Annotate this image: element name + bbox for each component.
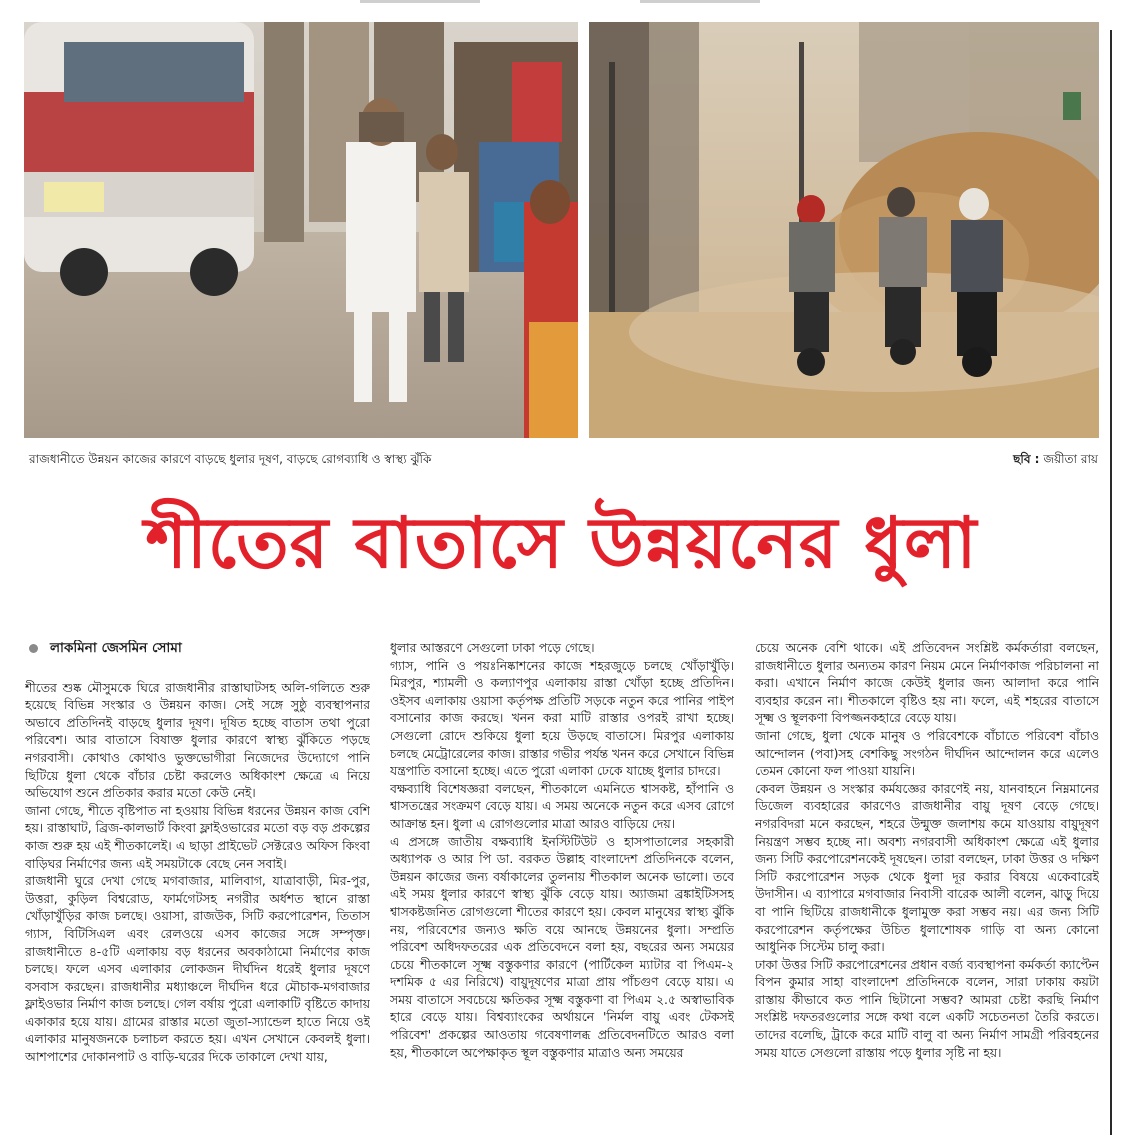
article-column-2 [390,640,734,1132]
paragraph: এ প্রসঙ্গে জাতীয় বক্ষব্যাধি ইনস্টিটিউট ও হাসপাতালের সহকারী অধ্যাপক ও আর পি ডা. বরকত উল্লাহ বাংলাদেশ প্রতিদিনকে বলেন, উন্নয়ন কাজের জন্য বর্ষাকালের তুলনায় শীতকাল অনেক ভালো। তবে এই সময় ধুলার কারণে স্বাস্থ্য ঝুঁকি বেড়ে যায়। অ্যাজমা ব্রঙ্কাইটিসসহ শ্বাসকষ্টজনিত রোগগুলো শীতের কারণে হয়। কেবল মানুষের স্বাস্থ্য ঝুঁকি নয়, পরিবেশের জন্যও ক্ষতি বয়ে আনছে উন্নয়নের ধুলা। সম্প্রতি পরিবেশ অধিদফতরের এক প্রতিবেদনে বলা হয়, বছরের অন্য সময়ের চেয়ে শীতকালে সূক্ষ্ম বস্তুকণার কারণে (পার্টিকেল ম্যাটার বা পিএম-২ দশমিক ৫ এর নিরিখে) বায়ুদূষণের মাত্রা প্রায় পাঁচগুণ বেড়ে যায়। এ সময় বাতাসে সবচেয়ে ক্ষতিকর সূক্ষ্ম বস্তুকণা বা পিএম ২.৫ অস্বাভাবিক হারে বেড়ে যায়। বিশ্বব্যাংকের অর্থায়নে 'নির্মল বায়ু এবং টেকসই পরিবেশ' প্রকল্পের আওতায় গবেষণালব্ধ প্রতিবেদনটিতে আরও বলা হয়, শীতকালে অপেক্ষাকৃত স্থূল বস্তুকণার মাত্রাও অন্য সময়ের [390,834,734,1060]
photo-street-pedestrians [24,22,578,438]
paragraph: জানা গেছে, ধুলা থেকে মানুষ ও পরিবেশকে বাঁচাতে পরিবেশ বাঁচাও আন্দোলন (পবা)সহ বেশকিছু সংগঠন দীর্ঘদিন আন্দোলন করে এলেও তেমন কোনো ফল পাওয়া যায়নি। [755,728,1099,779]
article-column-3 [755,640,1099,1132]
photo-credit [1013,451,1098,471]
photo-caption: রাজধানীতে উন্নয়ন কাজের কারণে বাড়ছে ধুলার দূষণ, বাড়ছে রোগব্যাধি ও স্বাস্থ্য ঝুঁকি [29,452,432,466]
article-headline: শীতের বাতাসে উন্নয়নের ধুলা [145,502,978,584]
paragraph: বক্ষব্যাধি বিশেষজ্ঞরা বলছেন, শীতকালে এমনিতে শ্বাসকষ্ট, হাঁপানি ও শ্বাসতন্ত্রের সংক্রমণ বেড়ে যায়। এ সময় অনেকে নতুন করে এসব রোগে আক্রান্ত হন। ধুলা এ রোগগুলোর মাত্রা আরও বাড়িয়ে দেয়। [390,781,734,831]
column-rule [1110,30,1112,1135]
photo-dusty-road-motorcycles [589,22,1099,438]
paragraph: জানা গেছে, শীতে বৃষ্টিপাত না হওয়ায় বিভিন্ন ধরনের উন্নয়ন কাজ বেশি হয়। রাস্তাঘাট, ব্রিজ-কালভার্ট কিংবা ফ্লাইওভারের মতো বড় বড় প্রকল্পের কাজ শুরু হয় এই শীতকালেই। এ ছাড়া প্রাইভেট সেক্টরেও অফিস কিংবা বাড়িঘর নির্মাণের জন্য এই সময়টাকে বেছে নেন সবাই। [25,803,370,871]
article-column-1 [25,640,370,1132]
photo-dusty-road-motorcycles-illustration [589,22,1099,438]
photo-credit-name: জয়ীতা রায় [1043,452,1098,466]
paragraph: গ্যাস, পানি ও পয়ঃনিষ্কাশনের কাজে শহরজুড়ে চলছে খোঁড়াখুঁড়ি। মিরপুর, শ্যামলী ও কল্যাণপুর এলাকায় রাস্তা খোঁড়া হচ্ছে প্রতিদিন। ওইসব এলাকায় ওয়াসা কর্তৃপক্ষ প্রতিটি সড়কে নতুন করে পানির পাইপ বসানোর কাজ করছে। খনন করা মাটি রাস্তার ওপরই রাখা হচ্ছে। সেগুলো রোদে শুকিয়ে ধুলা হয়ে উড়ছে বাতাসে। মিরপুর এলাকায় চলছে মেট্রোরেলের কাজ। রাস্তার গভীর পর্যন্ত খনন করে সেখানে বিভিন্ন যন্ত্রপাতি বসানো হচ্ছে। এতে পুরো এলাকা ঢেকে যাচ্ছে ধুলার চাদরে। [390,658,734,779]
paragraph: চেয়ে অনেক বেশি থাকে। এই প্রতিবেদন সংশ্লিষ্ট কর্মকর্তারা বলছেন, রাজধানীতে ধুলার অন্যতম কারণ নিয়ম মেনে নির্মাণকাজ পরিচালনা না করা। এখানে নির্মাণ কাজে কেউই ধুলার জন্য আলাদা করে পানি ব্যবহার করেন না। শীতকালে বৃষ্টিও হয় না। ফলে, এই শহরের বাতাসে সূক্ষ্ম ও স্থূলকণা বিপজ্জনকহারে বেড়ে যায়। [755,641,1099,726]
top-strip [0,0,1122,20]
byline-bullet-icon [29,644,38,653]
paragraph: শীতের শুষ্ক মৌসুমকে ঘিরে রাজধানীর রাস্তাঘাটসহ অলি-গলিতে শুরু হয়েছে বিভিন্ন সংস্কার ও উন্নয়ন কাজ। সেই সঙ্গে সুষ্ঠু ব্যবস্থাপনার অভাবে প্রতিদিনই বাড়ছে ধুলার দূষণ। দূষিত হচ্ছে বাতাস তথা পুরো পরিবেশ। আর বাতাসে বিষাক্ত ধুলার কারণে স্বাস্থ্য ঝুঁকিতে পড়ছে নগরবাসী। কোথাও কোথাও ভুক্তভোগীরা নিজেদের উদ্যোগে পানি ছিটিয়ে ধুলা থেকে বাঁচার চেষ্টা করলেও অধিকাংশ ক্ষেত্রে এ নিয়ে অভিযোগ শুনে প্রতিকার করার মতো কেউ নেই। [25,680,370,801]
paragraph: কেবল উন্নয়ন ও সংস্কার কর্মযজ্ঞের কারণেই নয়, যানবাহনে নিম্নমানের ডিজেল ব্যবহারের কারণেও রাজধানীর বায়ু দূষণ বেড়ে গেছে। নগরবিদরা মনে করছেন, শহরে উন্মুক্ত জলাশয় কমে যাওয়ায় বায়ুদূষণ নিয়ন্ত্রণ সম্ভব হচ্ছে না। অবশ্য নগরবাসী অধিকাংশ ক্ষেত্রে এই ধুলার জন্য সিটি করপোরেশনকেই দূষছেন। তারা বলছেন, ঢাকা উত্তর ও দক্ষিণ সিটি করপোরেশন সড়ক থেকে ধুলা দূর করার বিষয়ে একেবারেই উদাসীন। এ ব্যাপারে মগবাজার নিবাসী বারেক আলী বলেন, ঝাড়ু দিয়ে বা পানি ছিটিয়ে রাজধানীকে ধুলামুক্ত করা সম্ভব নয়। এর জন্য সিটি করপোরেশন কর্তৃপক্ষের উচিত ধুলাশোষক গাড়ি বা অন্য কোনো আধুনিক সিস্টেম চালু করা। [755,781,1099,955]
author-name: লাকমিনা জেসমিন সোমা [50,640,182,656]
top-dash [640,0,760,3]
byline [25,640,370,658]
photo-street-pedestrians-illustration [24,22,578,438]
photo-credit-label: ছবি : [1013,452,1040,466]
paragraph: ধুলার আস্তরণে সেগুলো ঢাকা পড়ে গেছে। [390,641,595,655]
top-dash [360,0,480,3]
paragraph: ঢাকা উত্তর সিটি করপোরেশনের প্রধান বর্জ্য ব্যবস্থাপনা কর্মকর্তা ক্যাপ্টেন বিপন কুমার সাহা বাংলাদেশ প্রতিদিনকে বলেন, সারা ঢাকায় কয়টা রাস্তায় কীভাবে কত পানি ছিটানো সম্ভব? আমরা চেষ্টা করছি নির্মাণ সংশ্লিষ্ট দফতরগুলোর সঙ্গে কথা বলে একটি সচেতনতা তৈরি করতে। তাদের বলেছি, ট্রাকে করে মাটি বালু বা অন্য নির্মাণ সামগ্রী পরিবহনের সময় যাতে সেগুলো রাস্তায় পড়ে ধুলার সৃষ্টি না হয়। [755,957,1099,1060]
paragraph: রাজধানী ঘুরে দেখা গেছে মগবাজার, মালিবাগ, যাত্রাবাড়ী, মির-পুর, উত্তরা, কুড়িল বিশ্বরোড, ফার্মগেটসহ নগরীর অর্ধশত স্থানে রাস্তা খোঁড়াখুঁড়ির কাজ চলছে। ওয়াসা, রাজউক, সিটি করপোরেশন, তিতাস গ্যাস, বিটিসিএল এবং রেলওয়ে এসব কাজের সঙ্গে সম্পৃক্ত। রাজধানীতে ৪-৫টি এলাকায় বড় ধরনের অবকাঠামো নির্মাণের কাজ চলছে। ফলে এসব এলাকার লোকজন দীর্ঘদিন ধরেই ধুলার দূষণে বসবাস করছেন। রাজধানীর মধ্যাঞ্চলে দীর্ঘদিন ধরে মৌচাক-মগবাজার ফ্লাইওভার নির্মাণ কাজ চলছে। গেল বর্ষায় পুরো এলাকাটি বৃষ্টিতে কাদায় একাকার হয়ে যায়। গ্রামের রাস্তার মতো জুতা-স্যান্ডেল হাতে নিয়ে ওই এলাকার মানুষজনকে চলাচল করতে হয়। এখন সেখানে কেবলই ধুলা। আশপাশের দোকানপাট ও বাড়ি-ঘরের দিকে তাকালে দেখা যায়, [25,874,370,1065]
